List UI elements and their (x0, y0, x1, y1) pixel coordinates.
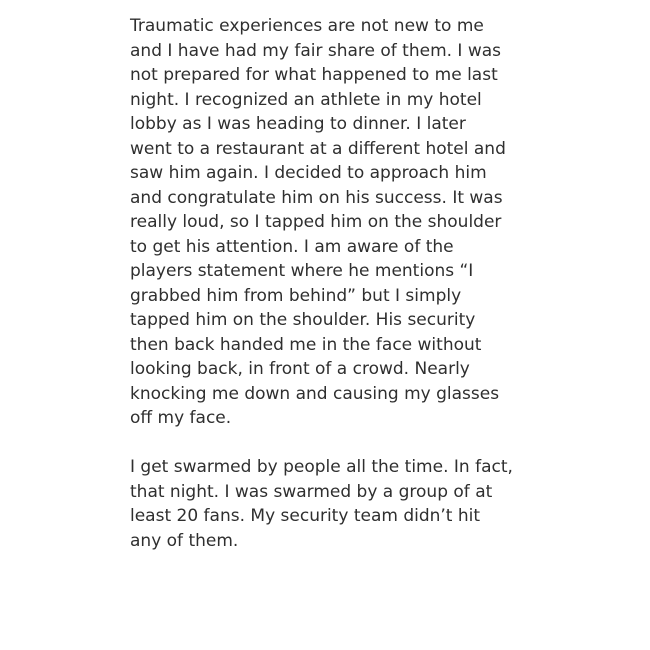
text-line: and congratulate him on his success. It was (130, 187, 503, 208)
paragraph-2 (130, 455, 610, 553)
text-line: tapped him on the shoulder. His security (130, 310, 476, 330)
paragraph-1 (130, 14, 610, 431)
text-line: I get swarmed by people all the time. In fact, (130, 457, 513, 477)
text-line: saw him again. I decided to approach him (130, 163, 487, 183)
text-line: off my face. (130, 408, 232, 428)
text-line: and I have had my fair share of them. I was (130, 40, 502, 61)
text-line: knocking me down and causing my glasses (130, 383, 500, 404)
text-line: not prepared for what happened to me last (130, 65, 498, 85)
text-line: least 20 fans. My security team didn’t hit (130, 506, 481, 526)
paragraph-spacer (130, 431, 610, 456)
text-line: grabbed him from behind” but I simply (130, 285, 462, 306)
text-line: looking back, in front of a crowd. Nearly (130, 359, 470, 379)
text-line: players statement where he mentions “I (130, 261, 474, 281)
text-line: Traumatic experiences are not new to me (130, 16, 484, 36)
text-line: then back handed me in the face without (130, 334, 482, 355)
text-line: lobby as I was heading to dinner. I later (130, 114, 466, 134)
text-line: to get his attention. I am aware of the (130, 236, 454, 257)
text-line: night. I recognized an athlete in my hotel (130, 89, 482, 110)
text-line: went to a restaurant at a different hotel and (130, 138, 506, 159)
text-line: any of them. (130, 530, 239, 551)
text-line: really loud, so I tapped him on the shoulder (130, 212, 502, 232)
text-line: that night. I was swarmed by a group of at (130, 481, 493, 502)
